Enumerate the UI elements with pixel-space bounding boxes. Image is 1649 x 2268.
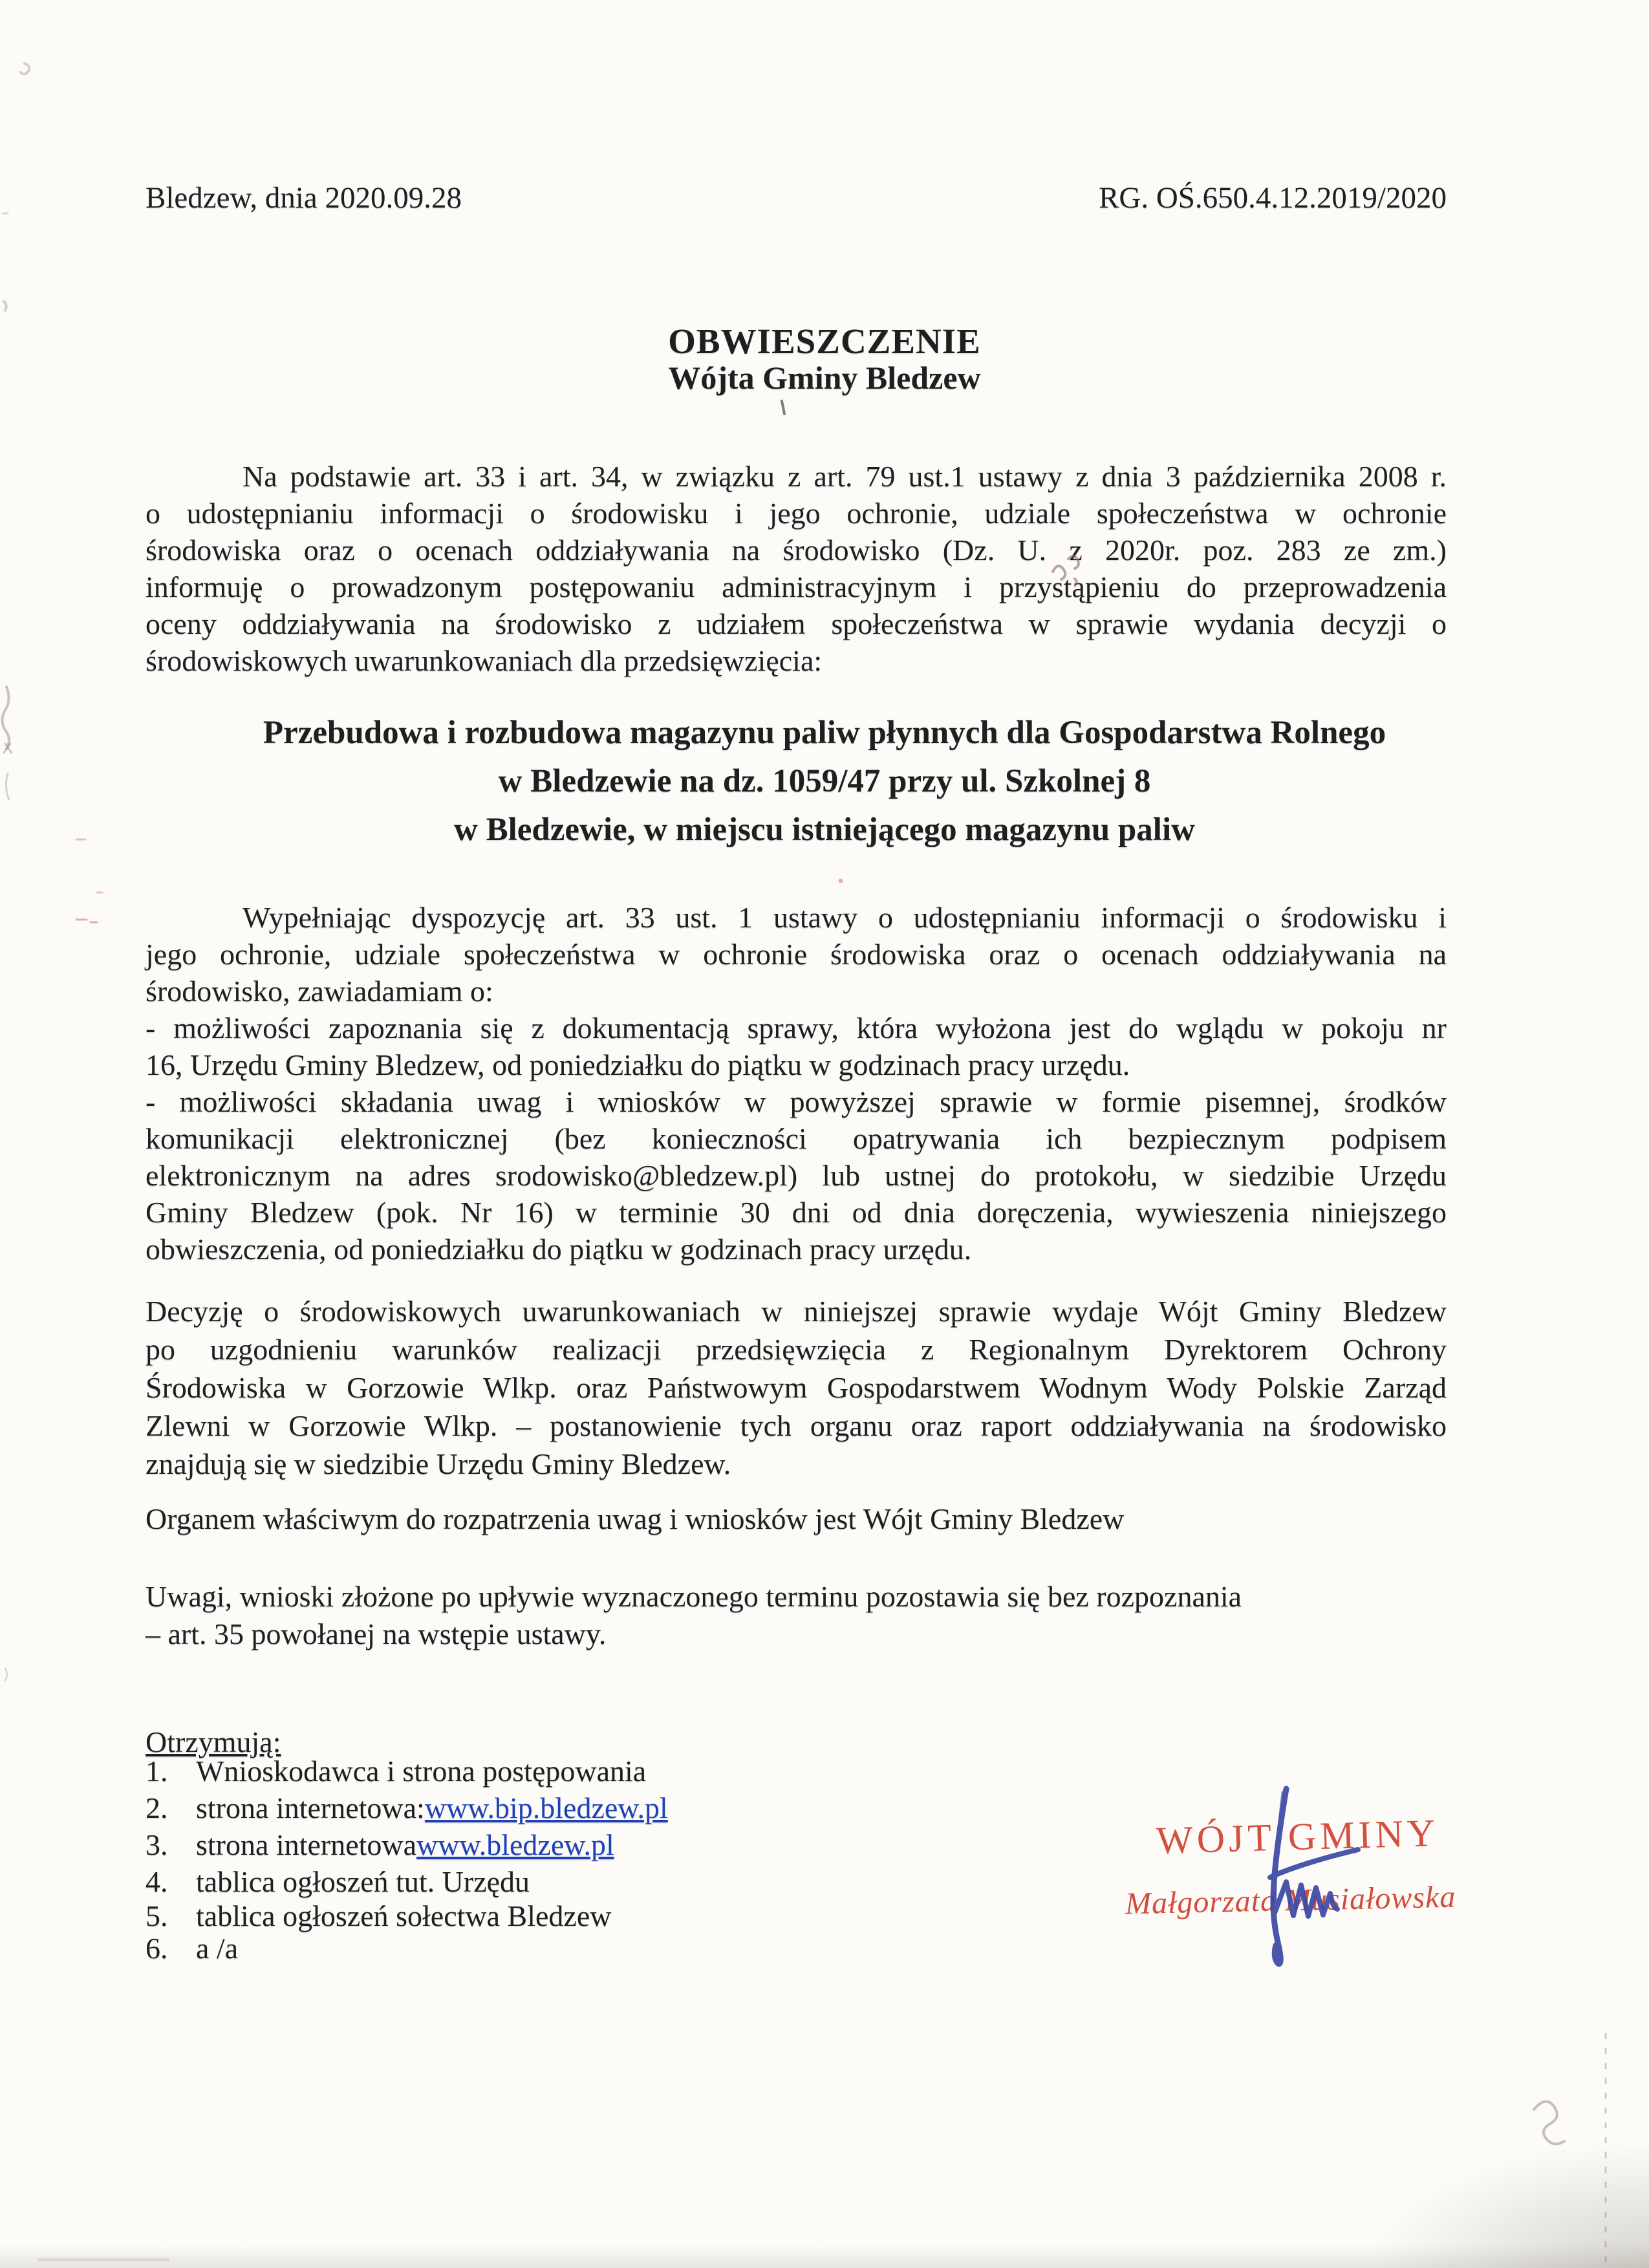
item-number: 6. [146,1932,168,1965]
item-text: strona internetowa: [196,1791,425,1824]
paragraph-line: informuję o prowadzonym postępowaniu administracyjnym i przystąpieniu do przeprowadzenia [146,570,1447,603]
stamp-signer-name: Małgorzata Musiałowska [1125,1879,1456,1921]
paragraph-line: Gminy Bledzew (pok. Nr 16) w terminie 30 dni od dnia doręczenia, wywieszenia niniejszego [146,1196,1447,1229]
item-number: 3. [146,1828,168,1861]
item-text: tablica ogłoszeń sołectwa Bledzew [196,1899,612,1932]
distribution-item [146,1789,1051,1826]
paragraph-line: o udostępnianiu informacji o środowisku i jego ochronie, udziale społeczeństwa w ochronie [146,497,1447,530]
distribution-item [146,1930,1051,1967]
document-subtitle: Wójta Gminy Bledzew [668,360,981,396]
paragraph-line: – art. 35 powołanej na wstępie ustawy. [146,1617,607,1650]
paragraph-line: środowisko, zawiadamiam o: [146,975,493,1008]
paragraph-line: Zlewni w Gorzowie Wlkp. – postanowienie tych organu oraz raport oddziaływania na środowisko [146,1409,1447,1442]
item-number: 2. [146,1791,168,1824]
paragraph-line: środowiskowych uwarunkowaniach dla przedsięwzięcia: [146,644,823,677]
item-number: 1. [146,1755,168,1787]
reference-number: RG. OŚ.650.4.12.2019/2020 [1099,181,1447,215]
paragraph-line: jego ochronie, udziale społeczeństwa w ochronie środowiska oraz o ocenach oddziaływania na [146,938,1447,971]
paragraph-line: Środowiska w Gorzowie Wlkp. oraz Państwowym Gospodarstwem Wodnym Wody Polskie Zarząd [146,1371,1447,1404]
document-header [146,180,1447,217]
paragraph-line: Uwagi, wnioski złożone po upływie wyznaczonego terminu pozostawia się bez rozpoznania [146,1580,1242,1613]
bullet-comments [146,1083,1447,1268]
paragraph-line: - możliwości zapoznania się z dokumentacją sprawy, która wyłożona jest do wglądu w pokoju nr [146,1011,1447,1044]
paragraph-line: 16, Urzędu Gminy Bledzew, od poniedziałku do piątku w godzinach pracy urzędu. [146,1048,1130,1081]
deadline-paragraph [146,1578,1447,1653]
distribution-item [146,1826,1051,1863]
stamp-office-title: WÓJT GMINY [1156,1811,1440,1863]
paragraph-line: - możliwości składania uwag i wniosków w powyższej sprawie w formie pisemnej, środków [146,1085,1447,1118]
paragraph-line: znajdują się w siedzibie Urzędu Gminy Bledzew. [146,1447,731,1480]
paragraph-line: elektronicznym na adres srodowisko@bledzew.pl) lub ustnej do protokołu, w siedzibie Urzędu [146,1159,1447,1192]
distribution-item [146,1897,1051,1934]
subject-heading-line: w Bledzewie, w miejscu istniejącego magazynu paliw [454,812,1195,848]
item-text: a /a [196,1932,239,1965]
distribution-item [146,1863,1051,1900]
item-number: 4. [146,1865,168,1898]
paragraph-line: Wypełniając dyspozycję art. 33 ust. 1 ustawy o udostępnianiu informacji o środowisku i [242,901,1447,934]
paragraph-line: Na podstawie art. 33 i art. 34, w związku z art. 79 ust.1 ustawy z dnia 3 października 2008 r. [242,460,1447,493]
bullet-documentation [146,1010,1447,1083]
item-number: 5. [146,1899,168,1932]
authority-line [146,1500,1447,1537]
paragraph-line: Decyzję o środowiskowych uwarunkowaniach w niniejszej sprawie wydaje Wójt Gminy Bledzew [146,1295,1447,1328]
paragraph-line: po uzgodnieniu warunków realizacji przedsięwzięcia z Regionalnym Dyrektorem Ochrony [146,1333,1447,1366]
decision-paragraph [146,1292,1447,1483]
subject-heading-line: w Bledzewie na dz. 1059/47 przy ul. Szkolnej 8 [498,763,1151,799]
bip-website-link[interactable]: www.bip.bledzew.pl [424,1791,668,1824]
intro-paragraph [146,458,1447,679]
subject-heading [81,709,1568,854]
item-text: tablica ogłoszeń tut. Urzędu [196,1865,530,1898]
item-text: strona internetowa [196,1828,417,1861]
item-text: Wnioskodawca i strona postępowania [196,1755,647,1787]
paragraph-line: oceny oddziaływania na środowisko z udziałem społeczeństwa w sprawie wydania decyzji o [146,607,1447,640]
date-line: Bledzew, dnia 2020.09.28 [146,181,462,215]
distribution-heading: Otrzymują: [146,1725,281,1758]
document-title: OBWIESZCZENIE [668,321,981,361]
gmina-website-link[interactable]: www.bledzew.pl [416,1828,614,1861]
paragraph-line: komunikacji elektronicznej (bez konieczności opatrywania ich bezpiecznym podpisem [146,1122,1447,1155]
info-paragraph [146,899,1447,1010]
subject-heading-line: Przebudowa i rozbudowa magazynu paliw płynnych dla Gospodarstwa Rolnego [263,715,1386,751]
paragraph-line: obwieszczenia, od poniedziałku do piątku w godzinach pracy urzędu. [146,1233,972,1266]
paragraph-line: Organem właściwym do rozpatrzenia uwag i wniosków jest Wójt Gminy Bledzew [146,1502,1125,1535]
distribution-item [146,1753,1051,1789]
bottom-edge-shadow [0,2245,1649,2268]
paragraph-line: środowiska oraz o ocenach oddziaływania na środowisko (Dz. U. z 2020r. poz. 283 ze zm.) [146,534,1447,567]
